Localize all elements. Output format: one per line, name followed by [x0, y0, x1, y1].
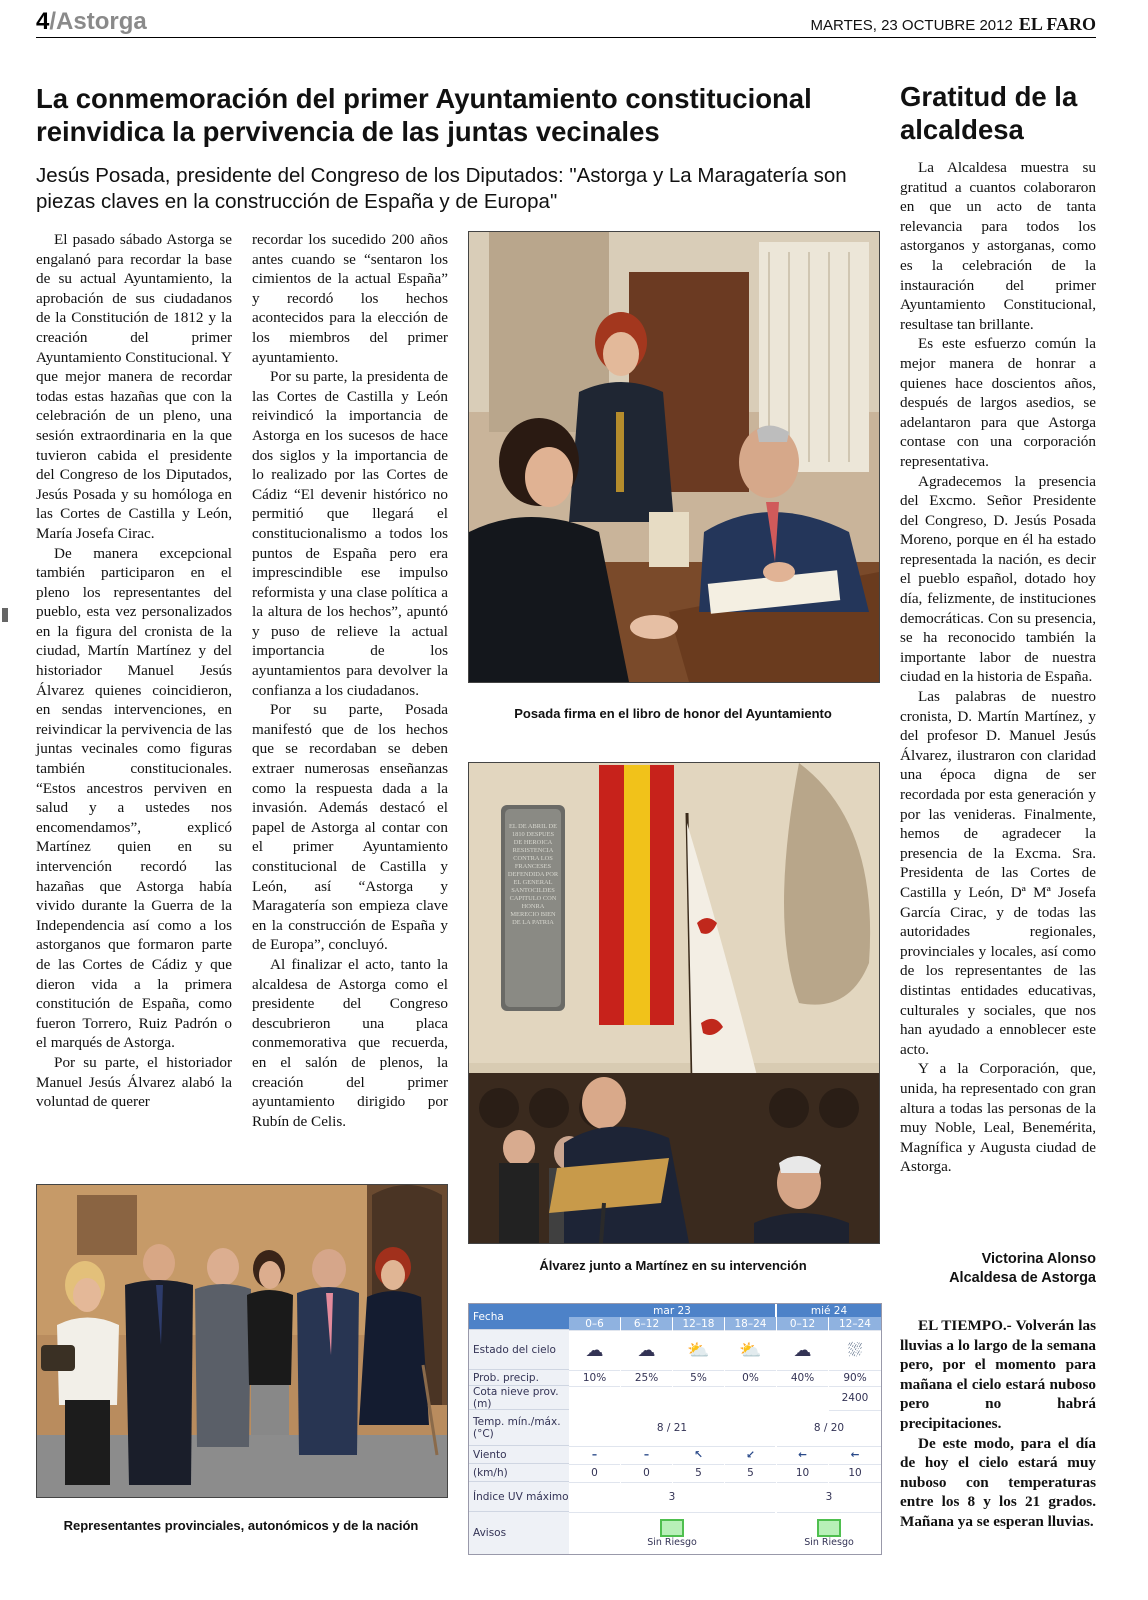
alert-ok-icon	[817, 1519, 841, 1537]
alert-day1	[569, 1512, 775, 1554]
cloud-icon: ☁	[777, 1330, 828, 1371]
period-header: 18–24	[725, 1317, 776, 1331]
wind-speed: 10	[829, 1464, 881, 1483]
photo-group-representatives	[36, 1184, 448, 1498]
alert-day2	[777, 1512, 881, 1554]
article-column-1	[36, 230, 232, 1112]
article-column-2	[252, 230, 448, 1131]
kmh-label: (km/h)	[469, 1464, 569, 1482]
snow-label: Cota nieve prov.(m)	[469, 1386, 569, 1410]
sun-cloud-icon: ⛅	[673, 1330, 724, 1371]
article-subhead: Jesús Posada, presidente del Congreso de los Diputados: "Astorga y La Maragatería son piezas claves en la construcción de España y de Europa"	[36, 164, 847, 213]
uv-label: Índice UV máximo	[469, 1482, 569, 1512]
precip-value: 5%	[673, 1370, 724, 1387]
paragraph: De manera excepcional también participaron en el pleno los representantes del pueblo, esta vez personalizados en la figura del cronista de la ciudad, Martín Martínez y del historiador Manuel Jesús Álvarez quienes coincidieron, en sendas intervenciones, en reivindicar la pervivencia de las juntas vecinales como figuras también constitucionales. “Estos ancestros perviven en salud y a ustedes nos encomendamos”, explicó Martínez quien en su intervención recordó las hazañas que Astorga había vivido durante la Guerra de la Independencia así como a los astorganos que formaron parte de las Cortes de Cádiz y que dieron vida a la primera constitución de España, como fueron Torrero, Ruiz Padrón o el marqués de Astorga.	[36, 544, 232, 1052]
photo-signing-book	[468, 231, 880, 683]
signature	[949, 1250, 1096, 1288]
precip-value: 40%	[777, 1370, 828, 1387]
cloud-icon: ☁	[569, 1330, 620, 1371]
day2-header: mié 24	[777, 1304, 881, 1318]
issue-date: MARTES, 23 OCTUBRE 2012	[810, 17, 1013, 34]
wind-label: Viento	[469, 1446, 569, 1464]
uv-day1: 3	[569, 1482, 775, 1513]
precip-label: Prob. precip.	[469, 1370, 569, 1386]
alerts-label: Avisos	[469, 1512, 569, 1554]
plaque-inscription: EL DE ABRIL DE 1810 DESPUES DE HEROICA RESISTENCIA CONTRA LOS FRANCESES DEFENDIDA POR EL GENERAL SANTOCILDES CAPITULO CON HONRA MERECIO BIEN DE LA PATRIA	[507, 823, 559, 926]
wind-speed: 0	[621, 1464, 672, 1483]
photo-caption: Posada firma en el libro de honor del Ayuntamiento	[514, 706, 832, 721]
article-headline: La conmemoración del primer Ayuntamiento constitucional reinvidica la pervivencia de las juntas vecinales	[36, 83, 812, 147]
wind-arrow-icon: ←	[777, 1446, 828, 1465]
cloud-icon: ☁	[621, 1330, 672, 1371]
paragraph: Y a la Corporación, que, unida, ha representado con gran altura a todas las personas de la muy Noble, Leal, Benemérita, Magnífica y Augusta ciudad de Astorga.	[900, 1060, 1096, 1176]
photo-caption: Representantes provinciales, autonómicos y de la nación	[63, 1518, 419, 1533]
rain-icon: ⛆	[829, 1330, 881, 1371]
paragraph: Las palabras de nuestro cronista, D. Martín Martínez, y del profesor D. Manuel Jesús Álvarez, ilustraron con claridad una época digna de ser recordada por esta generación y por las venideras. Finalmente, hemos de agradecer la presencia de la Excma. Sra. Presidenta de las Cortes de Castilla y León, Dª Mª Josefa García Cirac, y de todas las autoridades regionales, provinciales y locales, así como de los representantes de las distintas entidades educativas, culturales y sociales, que nos han ayudado a ennoblecer este acto.	[900, 688, 1096, 1058]
day1-header: mar 23	[569, 1304, 775, 1318]
issue-info	[811, 14, 1096, 35]
sidebar-body	[900, 158, 1096, 1177]
newspaper-brand: EL FARO	[1018, 14, 1096, 34]
paragraph: EL TIEMPO.- Volverán las lluvias a lo largo de la semana pero, por el momento para mañana el cielo estará nuboso pero no habrá precipitaciones.	[900, 1317, 1096, 1432]
snow-value: 2400	[829, 1386, 881, 1411]
paragraph: Es este esfuerzo común la mejor manera de honrar a quienes hace doscientos años, después de largos asedios, se adelantaron para que Astorga contase con una corporación representativa.	[900, 335, 1096, 470]
sidebar-title: Gratitud de la alcaldesa	[900, 81, 1078, 145]
paragraph: Por su parte, Posada manifestó que de los hechos que se recordaban se deben extraer numerosas enseñanzas como la respuesta dada a la invasión. Además destacó el papel de Astorga al contar con el primer Ayuntamiento constitucional de Castilla y León, así “Astorga y Maragatería son empieza clave en la construcción de España y de Europa”, concluyó.	[252, 701, 448, 954]
alert-ok-icon	[660, 1519, 684, 1537]
signature-title: Alcaldesa de Astorga	[949, 1270, 1096, 1286]
paragraph: La Alcaldesa muestra su gratitud a cuantos colaboraron en que un acto de tanta relevancia para todos los astorganos y astorganas, como es la celebración de la instauración del primer Ayuntamiento Constitucional, resultase tan brillante.	[900, 159, 1096, 333]
page-number: 4	[36, 8, 50, 35]
weather-forecast-table	[468, 1303, 882, 1555]
precip-value: 10%	[569, 1370, 620, 1387]
sun-cloud-icon: ⛅	[725, 1330, 776, 1371]
period-header: 0–6	[569, 1317, 620, 1331]
precip-value: 90%	[829, 1370, 881, 1387]
fecha-label: Fecha	[469, 1304, 569, 1330]
wind-arrow-icon: ←	[829, 1446, 881, 1465]
header-divider	[36, 37, 1096, 38]
alert-text: Sin Riesgo	[647, 1536, 697, 1548]
paragraph: recordar los sucedido 200 años antes cuando se “sentaron los cimientos de la actual España” y recordó los hechos acontecidos para la elección de los miembros del primer ayuntamiento.	[252, 231, 448, 366]
wind-arrow-icon: ↖	[673, 1446, 724, 1465]
wind-speed: 10	[777, 1464, 828, 1483]
temp-day1: 8 / 21	[569, 1410, 775, 1447]
precip-value: 25%	[621, 1370, 672, 1387]
paragraph: Por su parte, la presidenta de las Cortes de Castilla y León reivindicó la importancia de Astorga en los sucesos de hace dos siglos y la importancia de lo realizado por las Cortes de Cádiz “El devenir histórico no permitió que llegará el constitucionalismo a todos los puntos de España pero era imprescindible ese impulso reformista y una clase política a la altura de los hechos”, apuntó y puso de relieve la actual importancia de los ayuntamientos para devolver la confianza a los ciudadanos.	[252, 368, 448, 699]
wind-arrow-icon: –	[621, 1446, 672, 1465]
temp-label: Temp. mín./máx. (°C)	[469, 1410, 569, 1446]
section-name: /Astorga	[49, 8, 147, 35]
alert-text: Sin Riesgo	[804, 1536, 854, 1548]
wind-speed: 5	[673, 1464, 724, 1483]
photo-speaker-intervention	[468, 762, 880, 1244]
weather-article	[900, 1316, 1096, 1532]
wind-arrow-icon: ↙	[725, 1446, 776, 1465]
paragraph: Por su parte, el historiador Manuel Jesús Álvarez alabó la voluntad de querer	[36, 1053, 232, 1111]
period-header: 0–12	[777, 1317, 828, 1331]
temp-day2: 8 / 20	[777, 1410, 881, 1447]
page-section-header	[36, 8, 147, 36]
sky-label: Estado del cielo	[469, 1330, 569, 1370]
period-header: 12–24	[829, 1317, 881, 1331]
paragraph: El pasado sábado Astorga se engalanó para recordar la base de su actual Ayuntamiento, la aprobación de sus ciudadanos de la Constitución de 1812 y la creación del primer Ayuntamiento Constitucional. Y que mejor manera de recordar todas estas hazañas que con la celebración de un pleno, una sesión extraordinaria en la que tuvieron cabida el presidente del Congreso de los Diputados, Jesús Posada y su homóloga en las Cortes de Castilla y León, María Josefa Cirac.	[36, 231, 232, 542]
precip-value: 0%	[725, 1370, 776, 1387]
margin-marker	[2, 608, 8, 622]
photo-caption: Álvarez junto a Martínez en su intervención	[539, 1258, 807, 1273]
signature-name: Victorina Alonso	[981, 1251, 1096, 1267]
paragraph: Al finalizar el acto, tanto la alcaldesa de Astorga como el presidente del Congreso descubrieron una placa conmemorativa que recuerda, en el salón de plenos, la creación del primer ayuntamiento dirigido por Rubín de Celis.	[252, 955, 448, 1130]
uv-day2: 3	[777, 1482, 881, 1513]
period-header: 6–12	[621, 1317, 672, 1331]
paragraph: De este modo, para el día de hoy el cielo estará muy nuboso con temperaturas entre los 8 y los 21 grados. Mañana ya se esperan lluvias.	[900, 1434, 1096, 1530]
period-header: 12–18	[673, 1317, 724, 1331]
wind-speed: 5	[725, 1464, 776, 1483]
wind-arrow-icon: –	[569, 1446, 620, 1465]
wind-speed: 0	[569, 1464, 620, 1483]
paragraph: Agradecemos la presencia del Excmo. Señor Presidente del Congreso, D. Jesús Posada Moreno, porque en él ha estado representada la nación, es decir el pueblo español, dotado hoy día, felizmente, de instituciones democráticas. Con su presencia, se ha reconocido también la importante labor de nuestra ciudad en la historia de España.	[900, 472, 1096, 686]
